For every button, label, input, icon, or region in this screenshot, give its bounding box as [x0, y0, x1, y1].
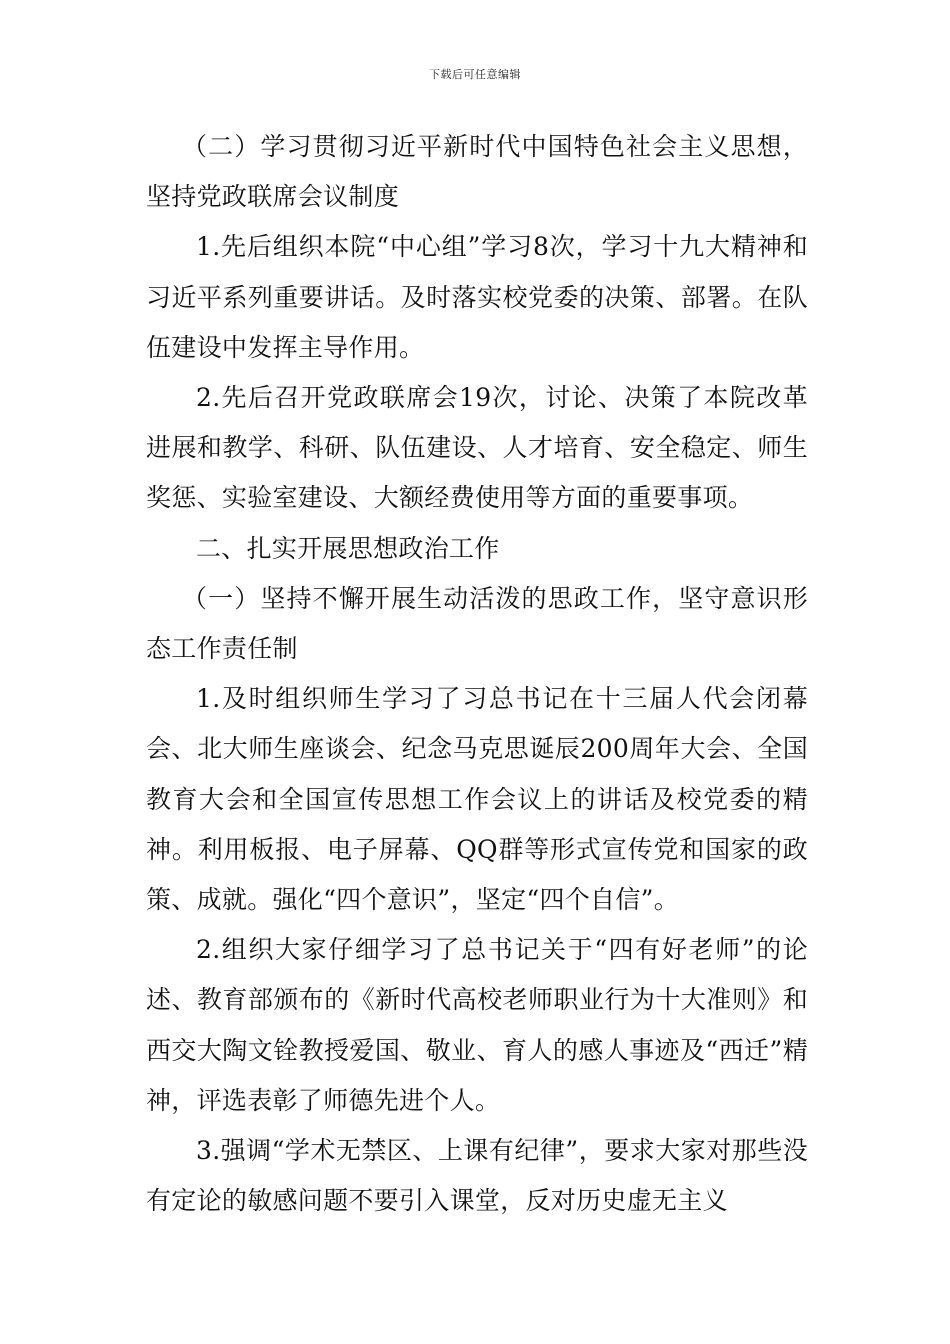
- paragraph-item-3b: 3.强调“学术无禁区、上课有纪律”，要求大家对那些没有定论的敏感问题不要引入课堂，反对历史虚无主义: [146, 1136, 808, 1216]
- section-heading-2: 二、扎实开展思想政治工作: [196, 533, 500, 563]
- paragraph-item-2b: 2.组织大家仔细学习了总书记关于“四有好老师”的论述、教育部颁布的《新时代高校老师职业行为十大准则》和西交大陶文铨教授爱国、敬业、育人的感人事迹及“西迁”精神，评选表彰了师德先进个人。: [146, 935, 808, 1115]
- page-header-note: 下载后可任意编辑: [429, 68, 521, 81]
- paragraph-item-1: 1.先后组织本院“中心组”学习8次，学习十九大精神和习近平系列重要讲话。及时落实校党委的决策、部署。在队伍建设中发挥主导作用。: [146, 232, 808, 362]
- section-heading-2-2: （二）学习贯彻习近平新时代中国特色社会主义思想，坚持党政联席会议制度: [146, 132, 808, 212]
- section-heading-2-1: （一）坚持不懈开展生动活泼的思政工作，坚守意识形态工作责任制: [146, 583, 808, 664]
- paragraph-item-1b: 1.及时组织师生学习了习总书记在十三届人代会闭幕会、北大师生座谈会、纪念马克思诞辰200周年大会、全国教育大会和全国宣传思想工作会议上的讲话及校党委的精神。利用板报、电子屏幕、QQ群等形式宣传党和国家的政策、成就。强化“四个意识”，坚定“四个自信”。: [146, 684, 808, 915]
- paragraph-item-2: 2.先后召开党政联席会19次，讨论、决策了本院改革进展和教学、科研、队伍建设、人才培育、安全稳定、师生奖惩、实验室建设、大额经费使用等方面的重要事项。: [146, 383, 808, 513]
- document-body: [146, 122, 808, 1226]
